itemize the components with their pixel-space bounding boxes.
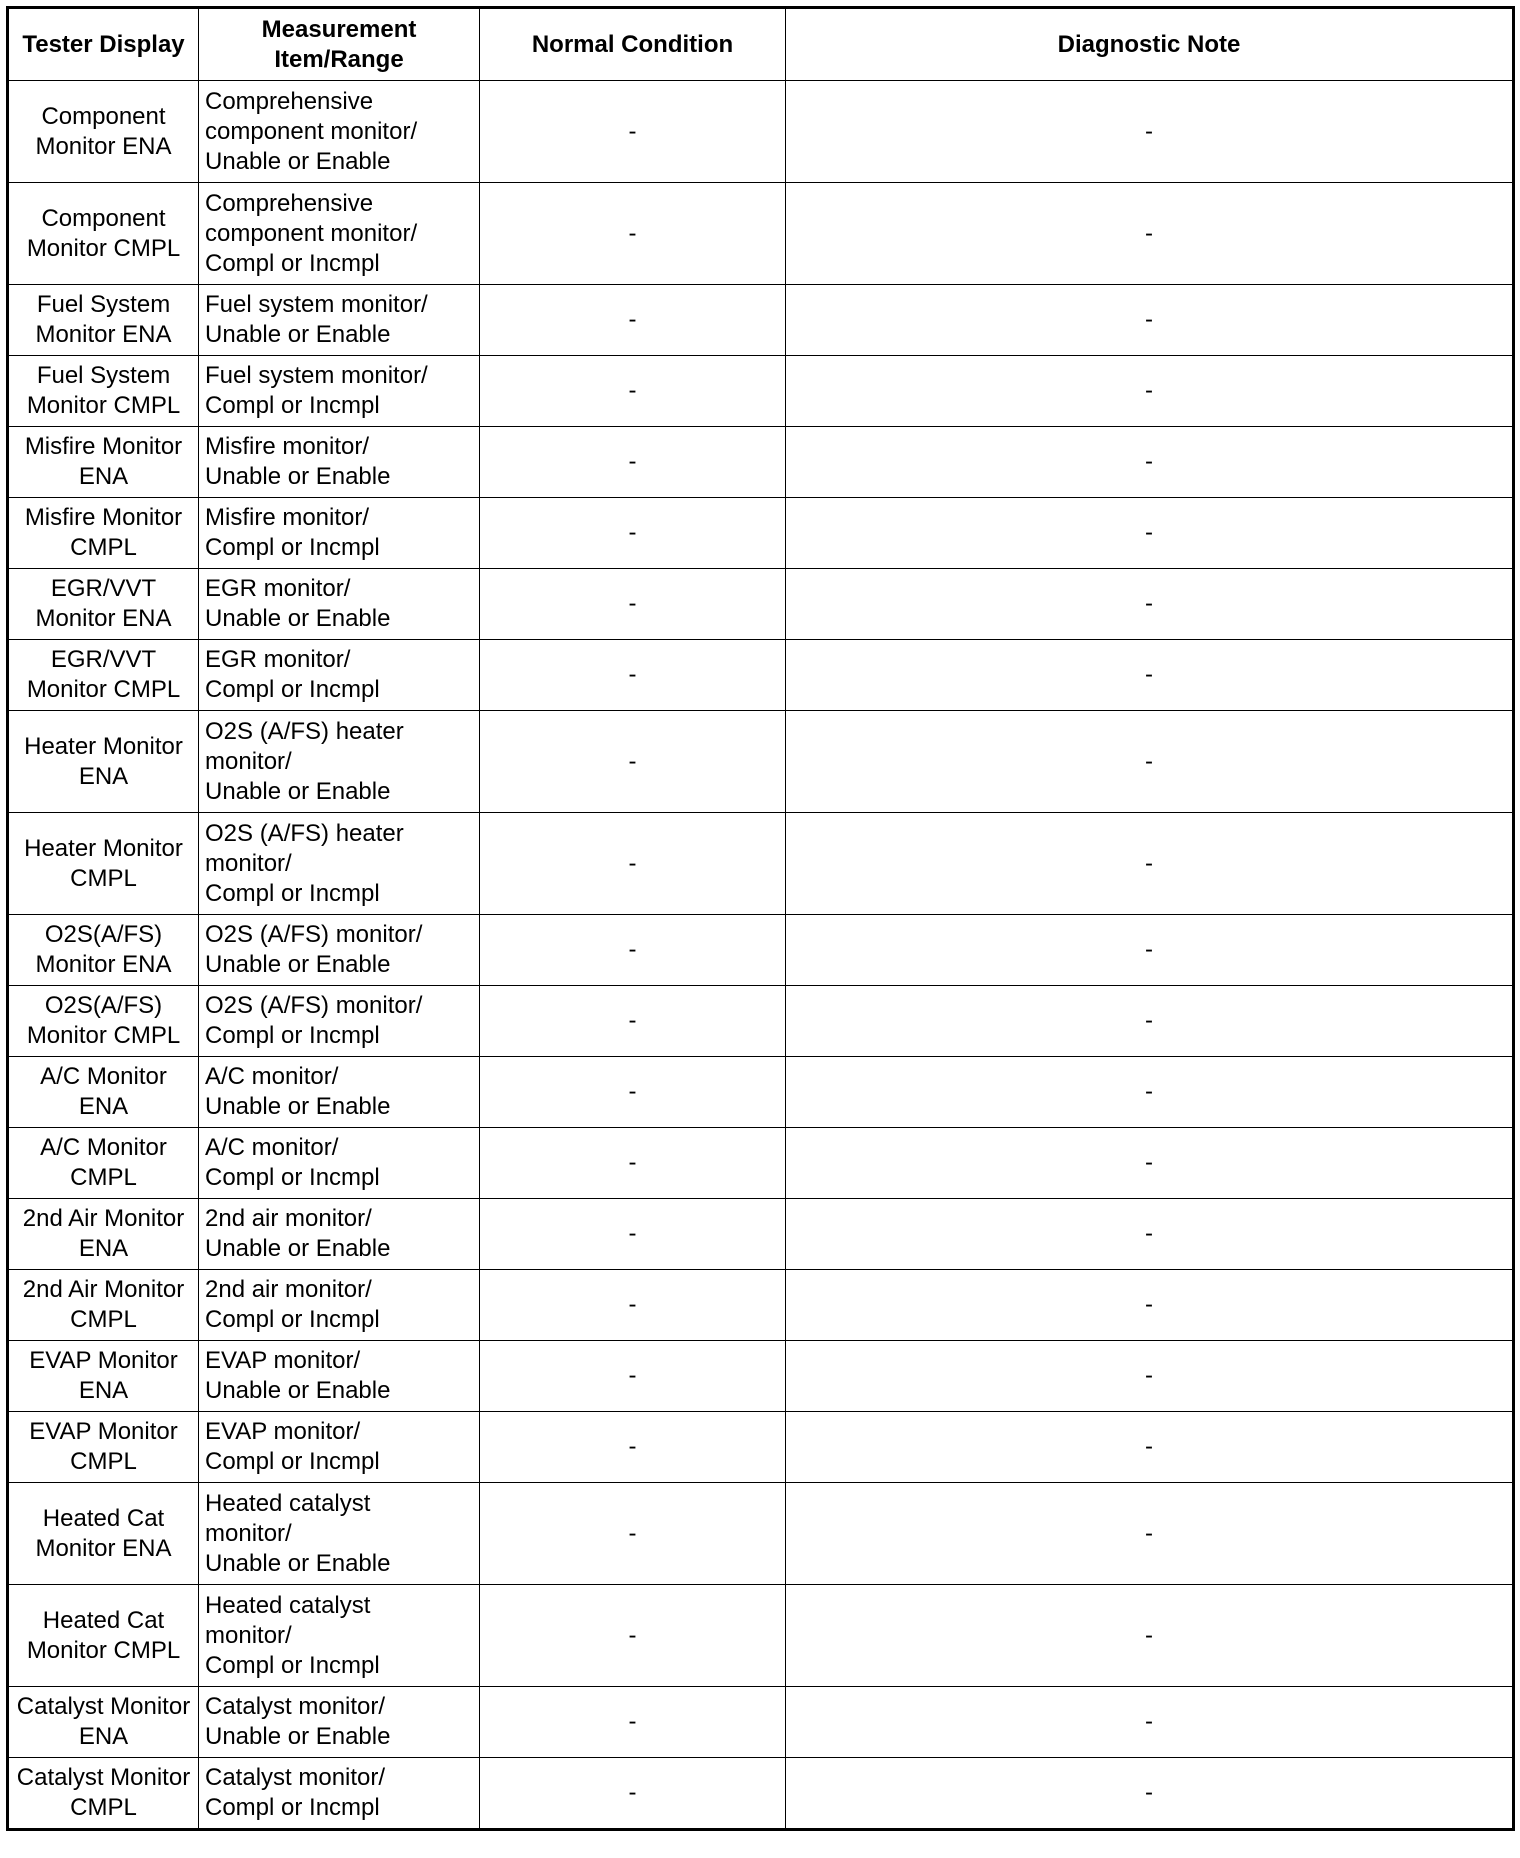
tester-display-cell: Heated Cat Monitor ENA	[8, 1483, 199, 1585]
diagnostic-note-cell: -	[786, 1483, 1514, 1585]
measurement-item-cell: A/C monitor/ Compl or Incmpl	[199, 1128, 480, 1199]
normal-condition-cell: -	[480, 813, 786, 915]
table-row	[8, 1057, 1514, 1128]
normal-condition-cell: -	[480, 1483, 786, 1585]
measurement-item-cell: 2nd air monitor/ Compl or Incmpl	[199, 1270, 480, 1341]
table-row	[8, 498, 1514, 569]
diagnostic-note-cell: -	[786, 1199, 1514, 1270]
tester-display-cell: 2nd Air Monitor ENA	[8, 1199, 199, 1270]
diagnostic-note-cell: -	[786, 1585, 1514, 1687]
diagnostic-note-cell: -	[786, 285, 1514, 356]
normal-condition-cell: -	[480, 183, 786, 285]
tester-display-cell: Catalyst Monitor CMPL	[8, 1758, 199, 1830]
measurement-item-cell: O2S (A/FS) heater monitor/ Unable or Enable	[199, 711, 480, 813]
tester-display-cell: Catalyst Monitor ENA	[8, 1687, 199, 1758]
diagnostic-note-cell: -	[786, 569, 1514, 640]
normal-condition-cell: -	[480, 1199, 786, 1270]
header-tester-display: Tester Display	[8, 8, 199, 81]
table-row	[8, 569, 1514, 640]
tester-display-cell: EVAP Monitor CMPL	[8, 1412, 199, 1483]
measurement-item-cell: Heated catalyst monitor/ Unable or Enable	[199, 1483, 480, 1585]
measurement-item-cell: Fuel system monitor/ Unable or Enable	[199, 285, 480, 356]
normal-condition-cell: -	[480, 356, 786, 427]
measurement-item-cell: EGR monitor/ Compl or Incmpl	[199, 640, 480, 711]
table-row	[8, 986, 1514, 1057]
table-row	[8, 427, 1514, 498]
header-diagnostic-note: Diagnostic Note	[786, 8, 1514, 81]
table-row	[8, 81, 1514, 183]
table-row	[8, 285, 1514, 356]
tester-display-cell: Fuel System Monitor CMPL	[8, 356, 199, 427]
tester-display-cell: Heated Cat Monitor CMPL	[8, 1585, 199, 1687]
diagnostic-note-cell: -	[786, 1758, 1514, 1830]
normal-condition-cell: -	[480, 1341, 786, 1412]
table-row	[8, 813, 1514, 915]
table-row	[8, 915, 1514, 986]
tester-display-cell: Misfire Monitor CMPL	[8, 498, 199, 569]
tester-display-cell: A/C Monitor ENA	[8, 1057, 199, 1128]
table-row	[8, 1412, 1514, 1483]
measurement-item-cell: Heated catalyst monitor/ Compl or Incmpl	[199, 1585, 480, 1687]
table-row	[8, 640, 1514, 711]
normal-condition-cell: -	[480, 427, 786, 498]
table-row	[8, 711, 1514, 813]
diagnostic-note-cell: -	[786, 1128, 1514, 1199]
diagnostic-note-cell: -	[786, 183, 1514, 285]
table-row	[8, 1341, 1514, 1412]
normal-condition-cell: -	[480, 1758, 786, 1830]
diagnostic-note-cell: -	[786, 427, 1514, 498]
diagnostic-note-cell: -	[786, 711, 1514, 813]
normal-condition-cell: -	[480, 1057, 786, 1128]
tester-display-cell: Heater Monitor ENA	[8, 711, 199, 813]
normal-condition-cell: -	[480, 915, 786, 986]
diagnostic-note-cell: -	[786, 1687, 1514, 1758]
measurement-item-cell: O2S (A/FS) heater monitor/ Compl or Incmpl	[199, 813, 480, 915]
tester-display-cell: 2nd Air Monitor CMPL	[8, 1270, 199, 1341]
tester-display-cell: Fuel System Monitor ENA	[8, 285, 199, 356]
diagnostic-note-cell: -	[786, 1270, 1514, 1341]
diagnostic-note-cell: -	[786, 813, 1514, 915]
normal-condition-cell: -	[480, 711, 786, 813]
diagnostic-note-cell: -	[786, 915, 1514, 986]
diagnostic-note-cell: -	[786, 356, 1514, 427]
measurement-item-cell: Fuel system monitor/ Compl or Incmpl	[199, 356, 480, 427]
normal-condition-cell: -	[480, 1687, 786, 1758]
measurement-item-cell: EVAP monitor/ Compl or Incmpl	[199, 1412, 480, 1483]
measurement-item-cell: A/C monitor/ Unable or Enable	[199, 1057, 480, 1128]
table-header-row	[8, 8, 1514, 81]
monitor-status-table-container	[6, 6, 1512, 1831]
tester-display-cell: EVAP Monitor ENA	[8, 1341, 199, 1412]
diagnostic-note-cell: -	[786, 1057, 1514, 1128]
normal-condition-cell: -	[480, 285, 786, 356]
measurement-item-cell: EGR monitor/ Unable or Enable	[199, 569, 480, 640]
measurement-item-cell: Comprehensive component monitor/ Compl or Incmpl	[199, 183, 480, 285]
header-measurement-item-range: Measurement Item/Range	[199, 8, 480, 81]
measurement-item-cell: O2S (A/FS) monitor/ Compl or Incmpl	[199, 986, 480, 1057]
normal-condition-cell: -	[480, 986, 786, 1057]
normal-condition-cell: -	[480, 1412, 786, 1483]
measurement-item-cell: Catalyst monitor/ Unable or Enable	[199, 1687, 480, 1758]
table-row	[8, 356, 1514, 427]
normal-condition-cell: -	[480, 81, 786, 183]
diagnostic-note-cell: -	[786, 498, 1514, 569]
table-row	[8, 1128, 1514, 1199]
normal-condition-cell: -	[480, 1128, 786, 1199]
table-row	[8, 1270, 1514, 1341]
normal-condition-cell: -	[480, 569, 786, 640]
measurement-item-cell: EVAP monitor/ Unable or Enable	[199, 1341, 480, 1412]
table-row	[8, 1687, 1514, 1758]
table-row	[8, 1199, 1514, 1270]
table-row	[8, 1483, 1514, 1585]
measurement-item-cell: Misfire monitor/ Unable or Enable	[199, 427, 480, 498]
diagnostic-note-cell: -	[786, 986, 1514, 1057]
diagnostic-note-cell: -	[786, 640, 1514, 711]
normal-condition-cell: -	[480, 498, 786, 569]
tester-display-cell: O2S(A/FS) Monitor ENA	[8, 915, 199, 986]
measurement-item-cell: Misfire monitor/ Compl or Incmpl	[199, 498, 480, 569]
normal-condition-cell: -	[480, 640, 786, 711]
tester-display-cell: EGR/VVT Monitor ENA	[8, 569, 199, 640]
table-row	[8, 1758, 1514, 1830]
tester-display-cell: EGR/VVT Monitor CMPL	[8, 640, 199, 711]
header-normal-condition: Normal Condition	[480, 8, 786, 81]
table-body	[8, 81, 1514, 1830]
diagnostic-note-cell: -	[786, 1412, 1514, 1483]
normal-condition-cell: -	[480, 1270, 786, 1341]
measurement-item-cell: Catalyst monitor/ Compl or Incmpl	[199, 1758, 480, 1830]
diagnostic-note-cell: -	[786, 1341, 1514, 1412]
table-row	[8, 183, 1514, 285]
tester-display-cell: Heater Monitor CMPL	[8, 813, 199, 915]
tester-display-cell: A/C Monitor CMPL	[8, 1128, 199, 1199]
monitor-status-table	[6, 6, 1515, 1831]
diagnostic-note-cell: -	[786, 81, 1514, 183]
table-row	[8, 1585, 1514, 1687]
tester-display-cell: Component Monitor ENA	[8, 81, 199, 183]
normal-condition-cell: -	[480, 1585, 786, 1687]
measurement-item-cell: 2nd air monitor/ Unable or Enable	[199, 1199, 480, 1270]
tester-display-cell: Misfire Monitor ENA	[8, 427, 199, 498]
tester-display-cell: Component Monitor CMPL	[8, 183, 199, 285]
tester-display-cell: O2S(A/FS) Monitor CMPL	[8, 986, 199, 1057]
measurement-item-cell: O2S (A/FS) monitor/ Unable or Enable	[199, 915, 480, 986]
measurement-item-cell: Comprehensive component monitor/ Unable or Enable	[199, 81, 480, 183]
